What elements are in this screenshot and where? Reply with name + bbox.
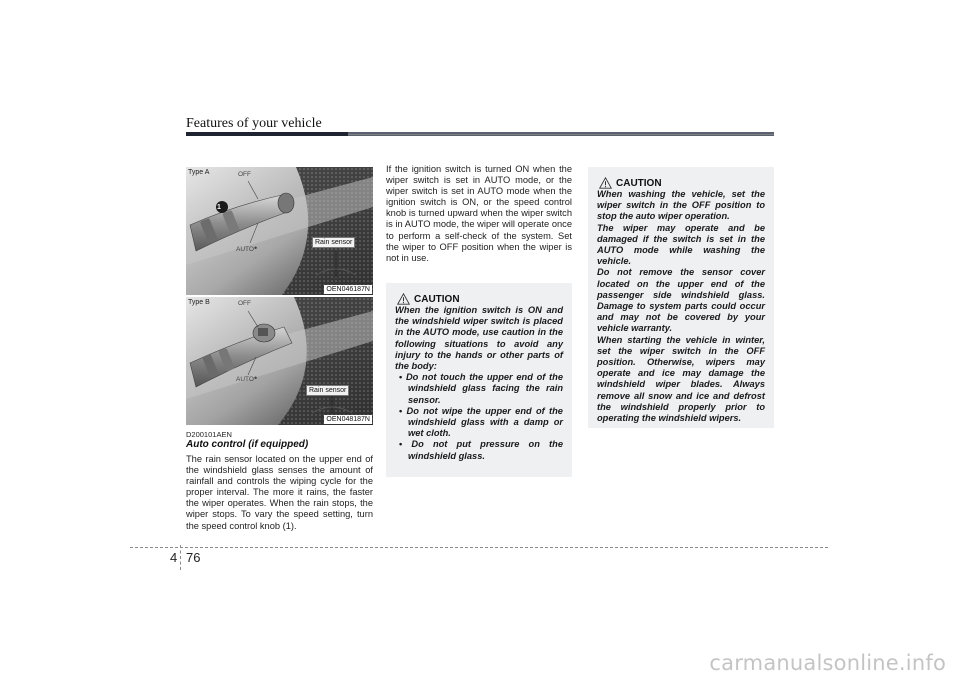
figure-type-b [186,297,373,425]
footer-divider [180,545,181,570]
caution-intro: When the ignition switch is ON and the windshield wiper switch is placed in the AUTO mode, use caution in the following situations to avoid any injury to the hands or other parts of the body: [395,305,563,372]
caution-item: • Do not wipe the upper end of the windshield glass with a damp or wet cloth. [395,406,563,440]
page-number: 76 [186,550,201,565]
caution-list [395,372,563,462]
body-text-left: The rain sensor located on the upper end of the windshield glass senses the amount of rainfall and controls the wiping cycle for the proper interval. The more it rains, the faster the wiper operates. When the rain stops, the wiper stops. To vary the speed setting, turn the speed control knob (1). [186,454,373,531]
page-header-title: Features of your vehicle [186,116,322,131]
caution-paragraph: Do not remove the sensor cover located on the upper end of the passenger side windshield glass. Damage to system parts could occur and may not be covered by your vehicle warranty. [597,267,765,334]
caution-title: CAUTION [616,177,662,189]
caution-title: CAUTION [414,293,460,305]
rain-sensor-label-b: Rain sensor [306,385,349,396]
rain-sensor-label-a: Rain sensor [312,237,355,248]
auto-label-a: AUTO• [236,243,258,253]
type-b-label: Type B [188,299,210,306]
caution-paragraph: When starting the vehicle in winter, set the wiper switch in the OFF position. Otherwise, wipers may operate and ice may damage the windshield wiper blades. Always remove all snow and ice and defrost the windshield properly prior to operating the windshield wipers. [597,334,765,424]
footer-rule [130,547,828,548]
section-id: D200101AEN [186,430,232,439]
wiper-stalk-illustration-b [186,297,373,425]
figure-code-b: OEN048187N [326,416,370,423]
page-header-rule [348,134,774,135]
caution-header [599,177,765,189]
type-a-label: Type A [188,169,210,176]
speed-knob-marker: 1 [217,204,221,211]
caution-item: • Do not touch the upper end of the windshield glass facing the rain sensor. [395,372,563,406]
wiper-stalk-illustration-a [186,167,373,295]
off-label-a: OFF [238,171,251,178]
caution-paragraph: When washing the vehicle, set the wiper switch in the OFF position to stop the auto wiper operation. [597,189,765,222]
figure-code-a: OEN046187N [326,286,370,293]
body-text-right: If the ignition switch is turned ON when the wiper switch is set in AUTO mode, or the wiper switch is set in AUTO mode when the ignition switch is ON, or the speed control knob is turned upward when the wiper switch is in AUTO mode, the wiper will operate once to perform a self-check of the system. Set the wiper to OFF position when the wiper is not in use. [386,164,572,263]
caution-item: • Do not put pressure on the windshield glass. [395,439,563,461]
watermark: carmanualsonline.info [709,651,946,675]
auto-label-b: AUTO• [236,373,258,383]
caution-box-ignition [386,283,572,477]
figure-type-a [186,167,373,295]
caution-header [397,293,563,305]
warning-triangle-icon [599,177,612,189]
caution-paragraph: The wiper may operate and be damaged if the switch is set in the AUTO mode while washing the vehicle. [597,222,765,267]
warning-triangle-icon [397,293,410,305]
chapter-number: 4 [170,550,178,565]
off-label-b: OFF [238,300,251,307]
caution-box-washing [588,167,774,428]
section-heading: Auto control (if equipped) [186,439,309,450]
